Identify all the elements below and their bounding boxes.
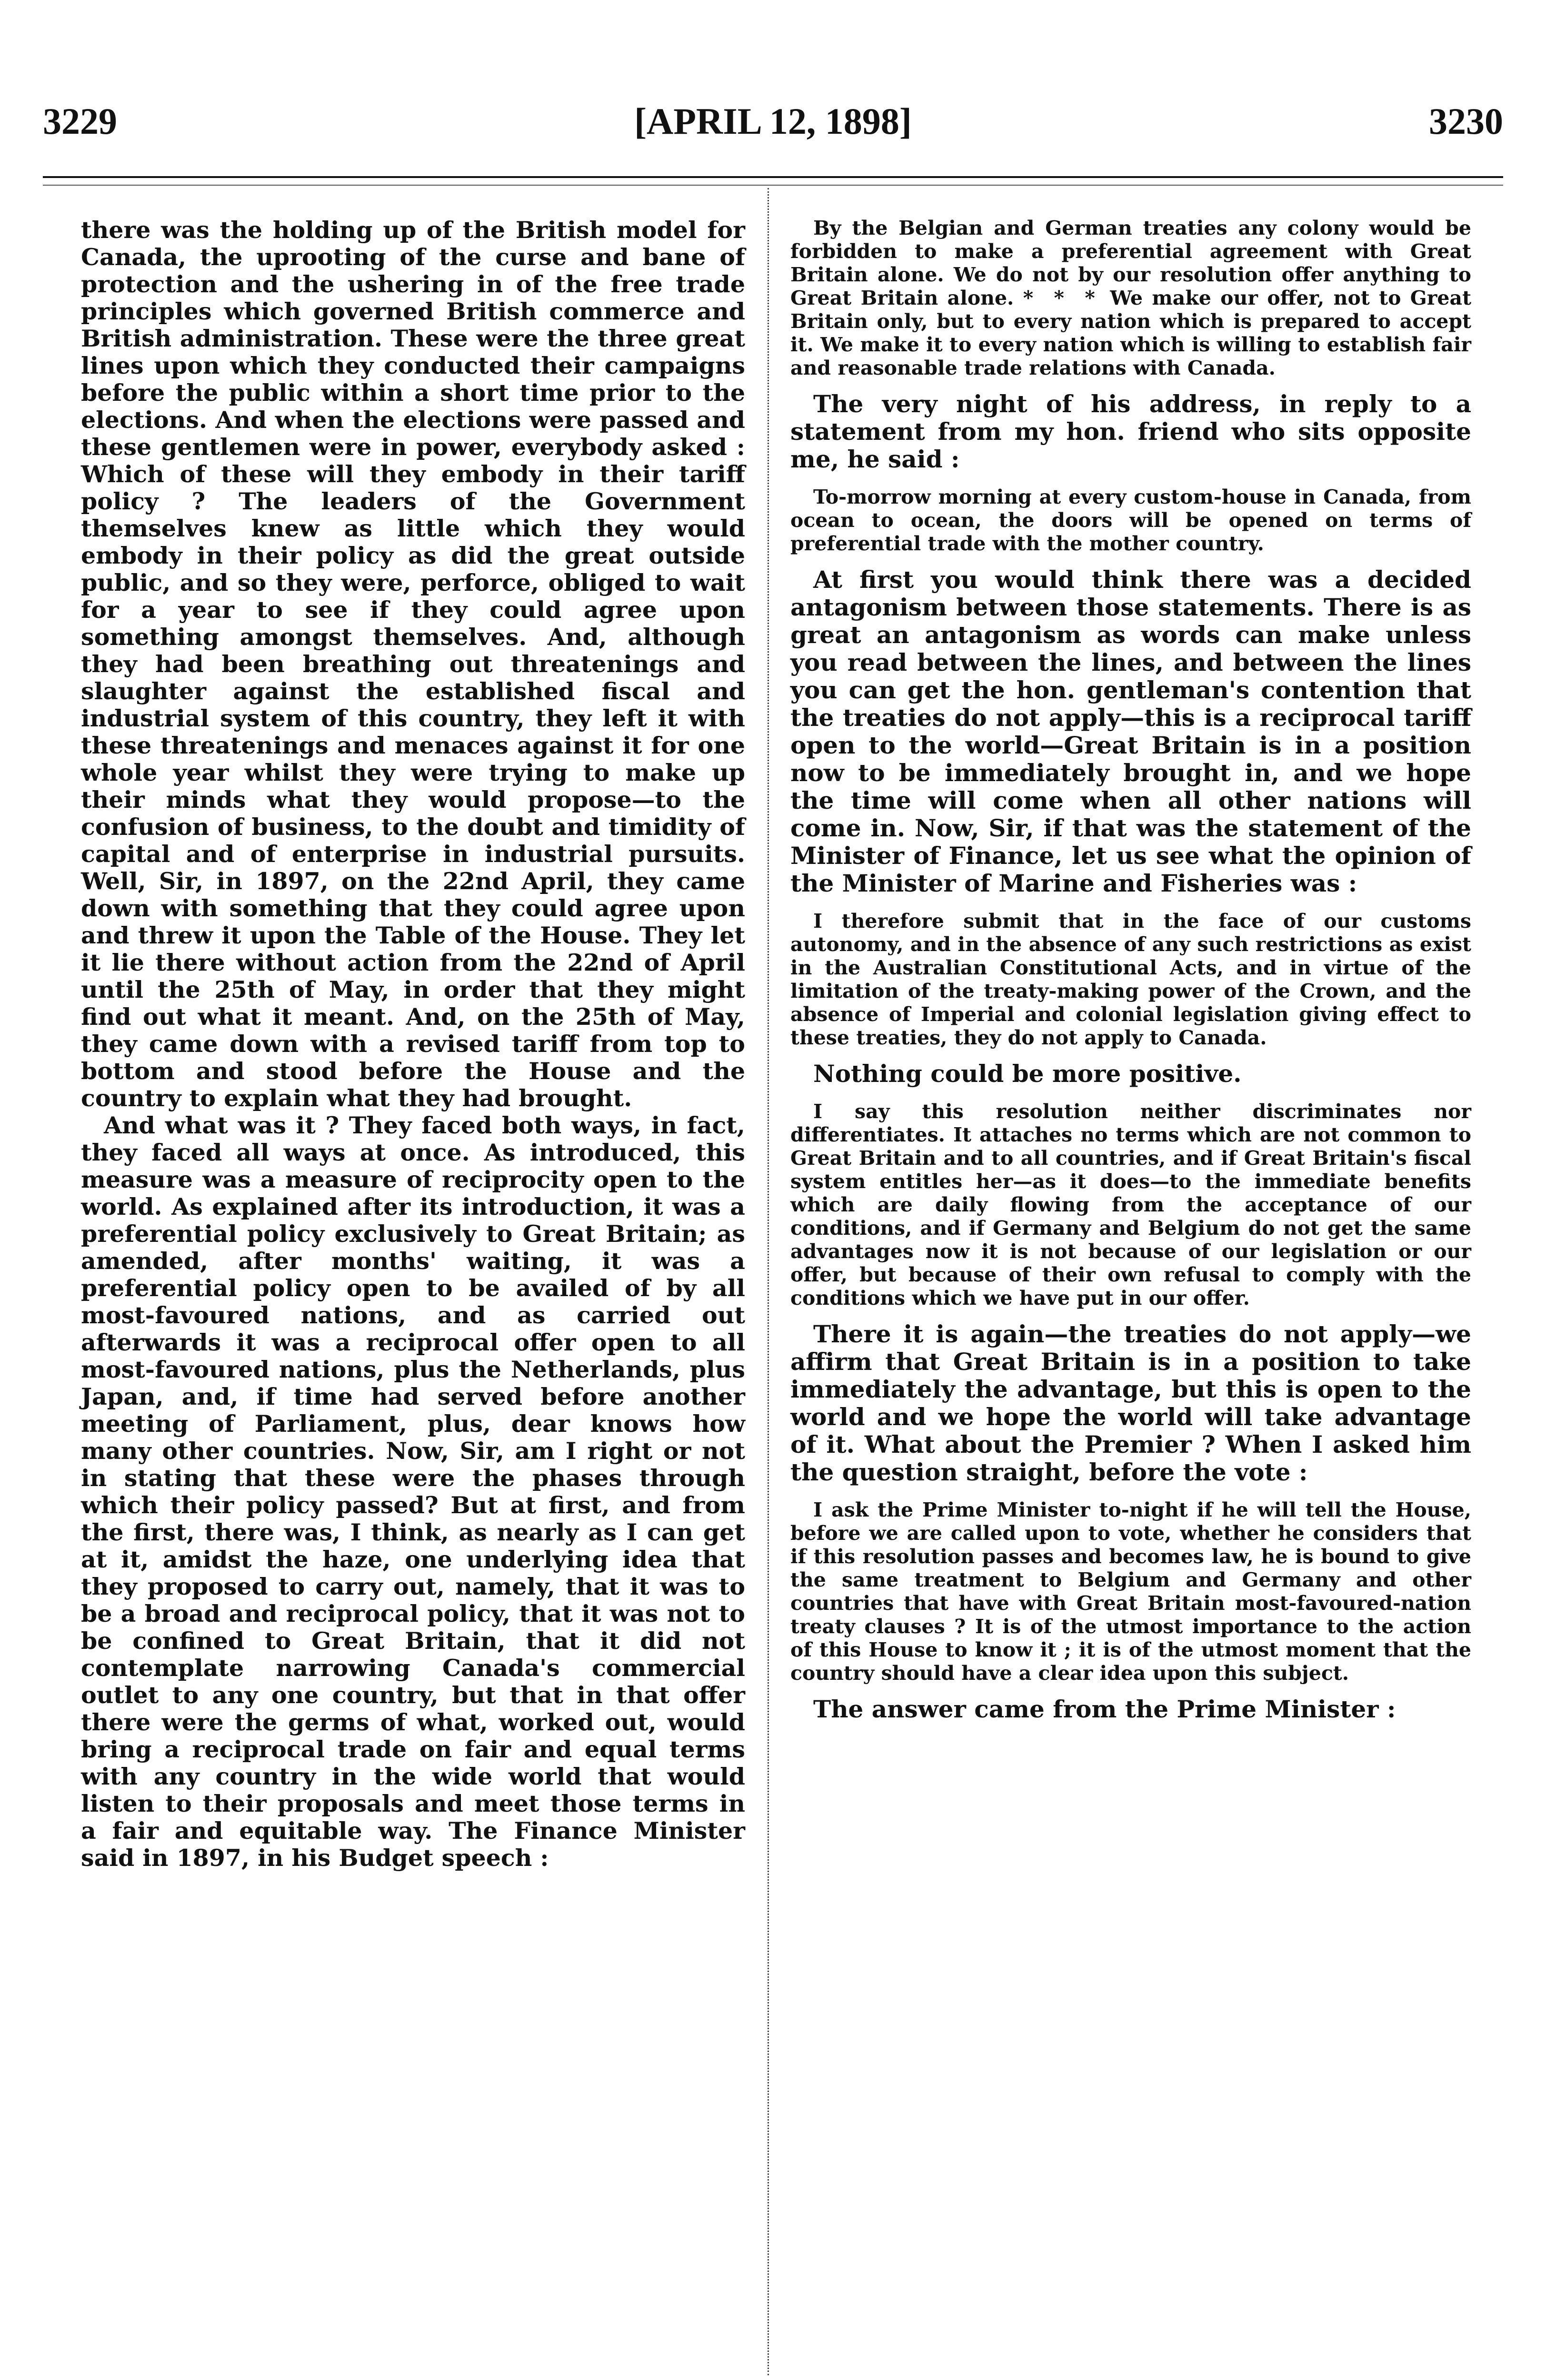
- right-paragraph-1: The very night of his address, in reply to a statement from my hon. friend who sits opposite me, he said :: [790, 390, 1471, 473]
- quote-finance-minister: [790, 217, 1471, 380]
- right-paragraph-3: Nothing could be more positive.: [813, 1060, 1242, 1088]
- quote-finance-minister-part-2: We make our offer, not to Great Britain only, but to every nation which is prepared to accept it. We make it to every nation which is willing to establish fair and reasonable trade relations with Canada.: [790, 287, 1472, 379]
- left-page-number: 3229: [43, 100, 117, 142]
- left-column: [81, 217, 745, 1872]
- header-rule-thin: [43, 185, 1503, 186]
- left-paragraph-2: And what was it ? They faced both ways, in fact, they faced all ways at once. As introduced, this measure was a measure of reciprocity open to the world. As explained after its introduction, it was a preferential policy exclusively to Great Britain; as amended, after months' waiting, it was a preferential policy open to be availed of by all most-favoured nations, and as carried out afterwards it was a reciprocal offer open to all most-favoured nations, plus the Netherlands, plus Japan, and, if time had served before another meeting of Parliament, plus, dear knows how many other countries. Now, Sir, am I right or not in stating that these were the phases through which their policy passed? But at first, and from the first, there was, I think, as nearly as I can get at it, amidst the haze, one underlying idea that they proposed to carry out, namely, that it was to be a broad and reciprocal policy, that it was not to be confined to Great Britain, that it did not contemplate narrowing Canada's commercial outlet to any one country, but that in that offer there were the germs of what, worked out, would bring a reciprocal trade on fair and equal terms with any country in the wide world that would listen to their proposals and meet those terms in a fair and equitable way. The Finance Minister said in 1897, in his Budget speech :: [81, 1111, 745, 1872]
- header-rule: [43, 176, 1503, 178]
- column-divider: [768, 188, 769, 2375]
- page-header: [43, 100, 1503, 157]
- ellipsis-stars: * * *: [1023, 287, 1101, 309]
- quote-prime-minister-question: I ask the Prime Minister to-night if he will tell the House, before we are called upon to vote, whether he considers that if this resolution passes and becomes law, he is bound to give the same treatment to Belgium and Germany and other countries that have with Great Britain most-favoured-nation treaty clauses ? It is of the utmost importance to the action of this House to know it ; it is of the utmost moment that the country should have a clear idea upon this subject.: [790, 1498, 1471, 1685]
- right-paragraph-4: There it is again—the treaties do not apply—we affirm that Great Britain is in a position to take immediately the advantage, but this is open to the world and we hope the world will take advantage of it. What about the Premier ? When I asked him the question straight, before the vote :: [790, 1320, 1471, 1486]
- quote-marine-fisheries: I therefore submit that in the face of our customs autonomy, and in the absence of any such restrictions as exist in the Australian Constitutional Acts, and in virtue of the limitation of the treaty-making power of the Crown, and the absence of Imperial and colonial legislation giving effect to these treaties, they do not apply to Canada.: [790, 910, 1471, 1049]
- right-paragraph-2: At first you would think there was a decided antagonism between those statements. There is as great an antagonism as words can make unless you read between the lines, and between the lines you can get the hon. gentleman's contention that the treaties do not apply—this is a reciprocal tariff open to the world—Great Britain is in a position now to be immediately brought in, and we hope the time will come when all other nations will come in. Now, Sir, if that was the statement of the Minister of Finance, let us see what the opinion of the Minister of Marine and Fisheries was :: [790, 565, 1471, 897]
- right-column: [790, 217, 1471, 1735]
- right-page-number: 3230: [1429, 100, 1503, 142]
- quote-resolution: I say this resolution neither discriminates nor differentiates. It attaches no terms which are not common to Great Britain and to all countries, and if Great Britain's fiscal system entitles her—as it does—to the immediate benefits which are daily flowing from the acceptance of our conditions, and if Germany and Belgium do not get the same advantages now it is not because of our legislation or our offer, but because of their own refusal to comply with the conditions which we have put in our offer.: [790, 1100, 1471, 1309]
- quote-custom-house: To-morrow morning at every custom-house in Canada, from ocean to ocean, the doors will be opened on terms of preferential trade with the mother country.: [790, 486, 1471, 555]
- page-date: [APRIL 12, 1898]: [634, 100, 912, 142]
- quote-finance-minister-part-1: By the Belgian and German treaties any colony would be forbidden to make a preferential agreement with Great Britain alone. We do not by our resolution offer anything to Great Britain alone.: [790, 217, 1471, 309]
- right-paragraph-5: The answer came from the Prime Minister :: [813, 1695, 1396, 1723]
- left-paragraph-1: there was the holding up of the British model for Canada, the uprooting of the curse and bane of protection and the ushering in of the free trade principles which governed British commerce and British administration. These were the three great lines upon which they conducted their campaigns before the public within a short time prior to the elections. And when the elections were passed and these gentlemen were in power, everybody asked : Which of these will they embody in their tariff policy ? The leaders of the Government themselves knew as little which they would embody in their policy as did the great outside public, and so they were, perforce, obliged to wait for a year to see if they could agree upon something amongst themselves. And, although they had been breathing out threatenings and slaughter against the established fiscal and industrial system of this country, they left it with these threatenings and menaces against it for one whole year whilst they were trying to make up their minds what they would propose—to the confusion of business, to the doubt and timidity of capital and of enterprise in industrial pursuits. Well, Sir, in 1897, on the 22nd April, they came down with something that they could agree upon and threw it upon the Table of the House. They let it lie there without action from the 22nd of April until the 25th of May, in order that they might find out what it meant. And, on the 25th of May, they came down with a revised tariff from top to bottom and stood before the House and the country to explain what they had brought.: [81, 216, 745, 1112]
